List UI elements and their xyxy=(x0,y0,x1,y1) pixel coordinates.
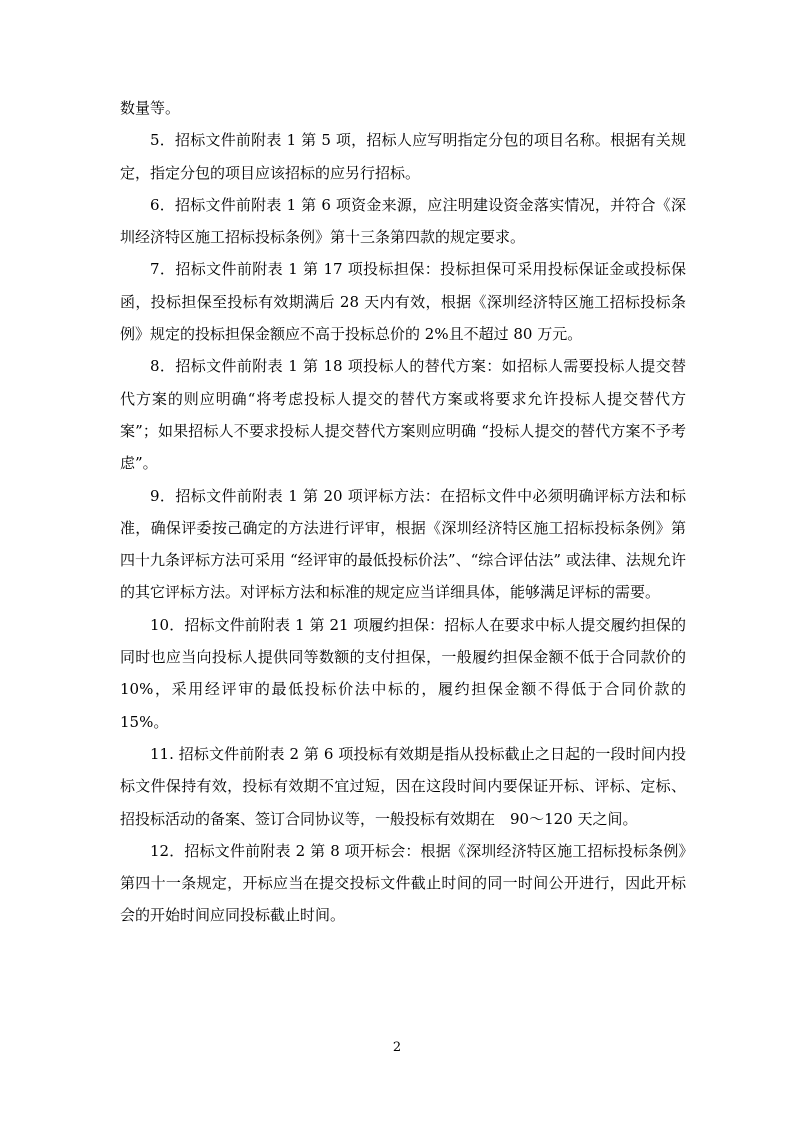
paragraph-item-10: 10．招标文件前附表 1 第 21 项履约担保：招标人在要求中标人提交履约担保的同时也应当向投标人提供同等数额的支付担保，一般履约担保金额不低于合同款价的 10%，采用经评审的最低投标价法中标的，履约担保金额不得低于合同价款的 15%。 xyxy=(120,615,686,731)
paragraph-item-12: 12．招标文件前附表 2 第 8 项开标会：根据《深圳经济特区施工招标投标条例》第四十一条规定，开标应当在提交投标文件截止时间的同一时间公开进行，因此开标会的开始时间应同投标截止时间。 xyxy=(120,841,686,925)
paragraph-item-7: 7．招标文件前附表 1 第 17 项投标担保：投标担保可采用投标保证金或投标保函，投标担保至投标有效期满后 28 天内有效，根据《深圳经济特区施工招标投标条例》规定的投标担保金额应不高于投标总价的 2%且不超过 80 万元。 xyxy=(120,260,686,344)
paragraph-item-6: 6．招标文件前附表 1 第 6 项资金来源，应注明建设资金落实情况，并符合《深圳经济特区施工招标投标条例》第十三条第四款的规定要求。 xyxy=(120,195,686,247)
paragraph-item-8: 8．招标文件前附表 1 第 18 项投标人的替代方案：如招标人需要投标人提交替代方案的则应明确“将考虑投标人提交的替代方案或将要求允许投标人提交替代方案”；如果招标人不要求投标人提交替代方案则应明确 “投标人提交的替代方案不予考虑”。 xyxy=(120,357,686,473)
paragraph-item-9: 9．招标文件前附表 1 第 20 项评标方法：在招标文件中必须明确评标方法和标准，确保评委按己确定的方法进行评审，根据《深圳经济特区施工招标投标条例》第四十九条评标方法可采用 “经评审的最低投标价法”、“综合评估法” 或法律、法规允许的其它评标方法。对评标方法和标准的规定应当详细具体，能够满足评标的需要。 xyxy=(120,486,686,602)
paragraph-item-11: 11. 招标文件前附表 2 第 6 项投标有效期是指从投标截止之日起的一段时间内投标文件保持有效，投标有效期不宜过短，因在这段时间内要保证开标、评标、定标、招投标活动的备案、签订合同协议等，一般投标有效期在 90～120 天之间。 xyxy=(120,744,686,828)
page-number: 2 xyxy=(392,1040,402,1055)
paragraph-item-5: 5．招标文件前附表 1 第 5 项，招标人应写明指定分包的项目名称。根据有关规定，指定分包的项目应该招标的应另行招标。 xyxy=(120,131,686,182)
document-body xyxy=(120,92,686,932)
paragraph-continuation: 数量等。 xyxy=(120,99,181,117)
